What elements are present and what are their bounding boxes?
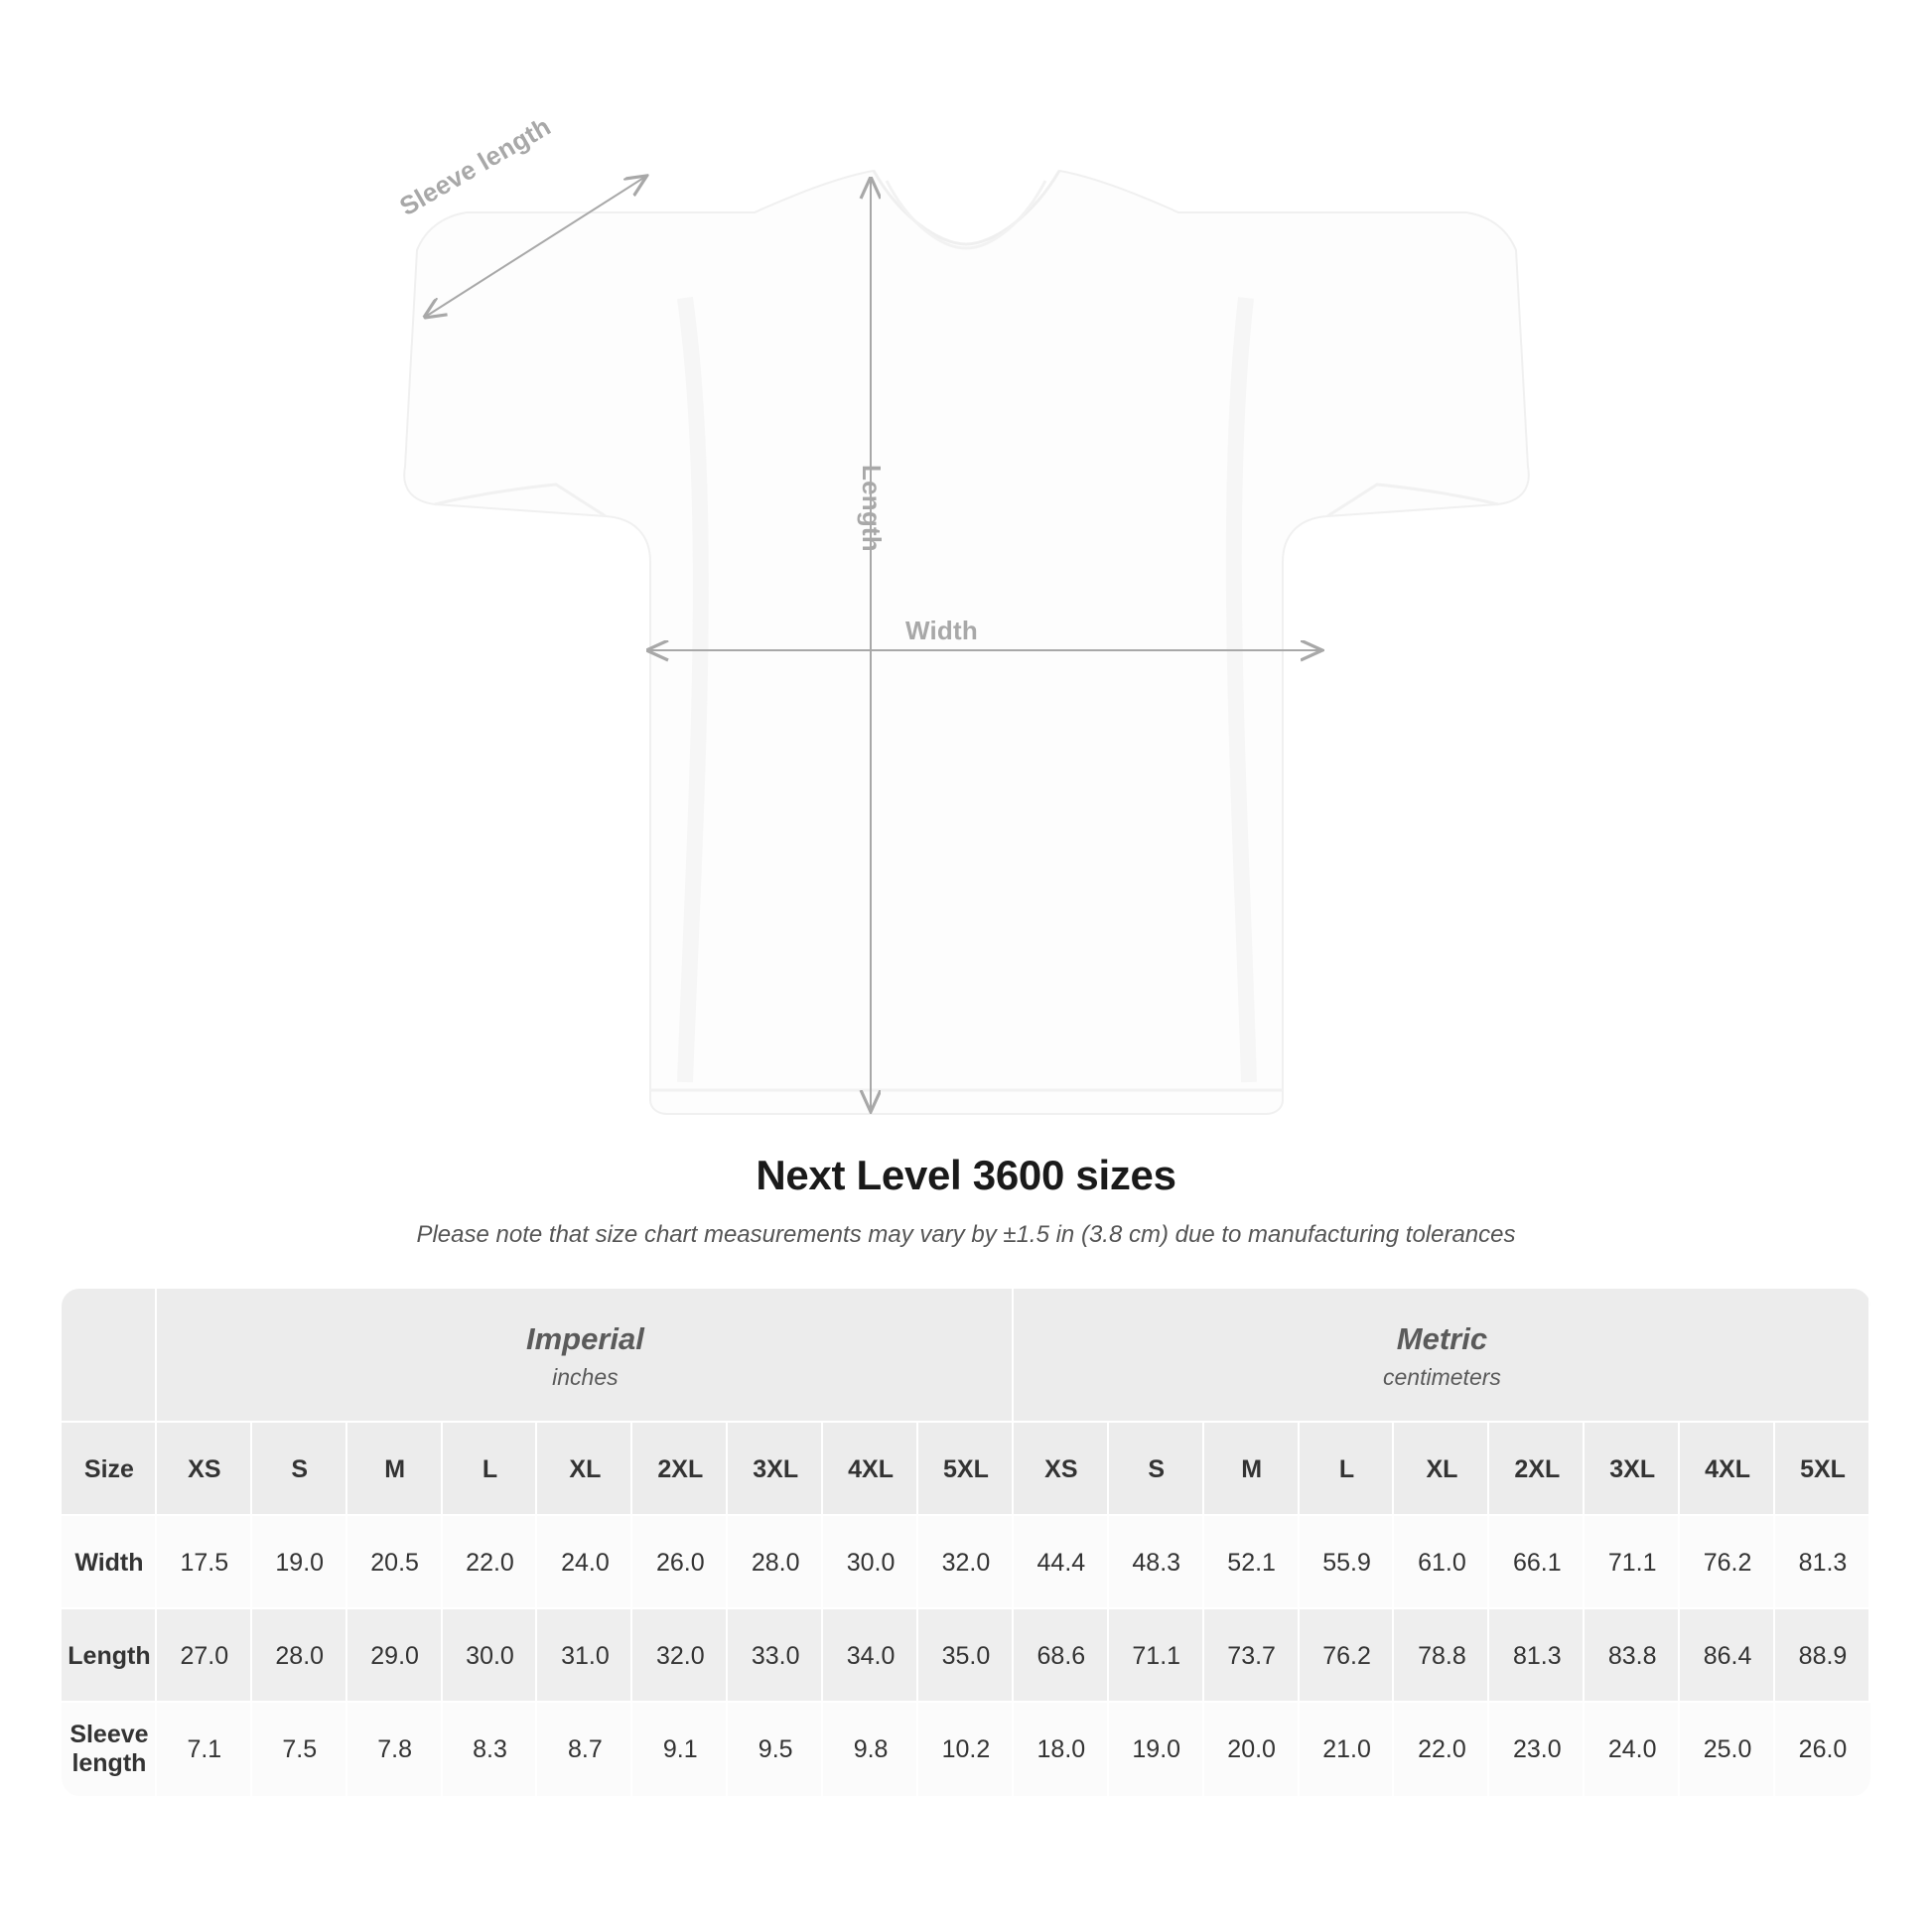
cell-length-imperial-5xl: 35.0	[918, 1609, 1014, 1703]
imperial-unit-label: inches	[552, 1363, 619, 1390]
table-row	[62, 1609, 1870, 1703]
cell-width-metric-xs: 44.4	[1014, 1516, 1109, 1609]
cell-width-imperial-4xl: 30.0	[823, 1516, 918, 1609]
cell-width-metric-l: 55.9	[1300, 1516, 1395, 1609]
size-header-imperial-s: S	[252, 1423, 347, 1516]
cell-sleeve-length-imperial-xl: 8.7	[537, 1703, 632, 1796]
size-header-metric-m: M	[1204, 1423, 1300, 1516]
cell-width-imperial-l: 22.0	[443, 1516, 538, 1609]
cell-width-metric-5xl: 81.3	[1775, 1516, 1870, 1609]
size-header-row	[62, 1423, 1870, 1516]
row-label-sleeve: Sleeve length	[62, 1703, 157, 1796]
cell-length-imperial-l: 30.0	[443, 1609, 538, 1703]
metric-header-cell	[1014, 1289, 1870, 1423]
cell-width-imperial-3xl: 28.0	[728, 1516, 823, 1609]
cell-sleeve-length-metric-l: 21.0	[1300, 1703, 1395, 1796]
cell-length-metric-l: 76.2	[1300, 1609, 1395, 1703]
cell-length-metric-3xl: 83.8	[1585, 1609, 1680, 1703]
cell-width-imperial-5xl: 32.0	[918, 1516, 1014, 1609]
cell-sleeve-length-imperial-4xl: 9.8	[823, 1703, 918, 1796]
unit-row-spacer	[62, 1289, 157, 1423]
size-table	[62, 1289, 1870, 1796]
size-header-imperial-4xl: 4XL	[823, 1423, 918, 1516]
size-header-imperial-xl: XL	[537, 1423, 632, 1516]
size-header-imperial-m: M	[347, 1423, 443, 1516]
cell-width-metric-m: 52.1	[1204, 1516, 1300, 1609]
size-header-imperial-3xl: 3XL	[728, 1423, 823, 1516]
cell-sleeve-length-metric-5xl: 26.0	[1775, 1703, 1870, 1796]
cell-sleeve-length-imperial-m: 7.8	[347, 1703, 443, 1796]
cell-length-metric-xs: 68.6	[1014, 1609, 1109, 1703]
cell-width-metric-s: 48.3	[1109, 1516, 1204, 1609]
cell-width-metric-4xl: 76.2	[1680, 1516, 1775, 1609]
cell-length-imperial-m: 29.0	[347, 1609, 443, 1703]
size-header-imperial-2xl: 2XL	[632, 1423, 728, 1516]
cell-length-imperial-xl: 31.0	[537, 1609, 632, 1703]
size-header-metric-4xl: 4XL	[1680, 1423, 1775, 1516]
cell-sleeve-length-imperial-5xl: 10.2	[918, 1703, 1014, 1796]
row-label-length: Length	[62, 1609, 157, 1703]
cell-length-imperial-xs: 27.0	[157, 1609, 252, 1703]
cell-length-metric-xl: 78.8	[1394, 1609, 1489, 1703]
size-header-imperial-l: L	[443, 1423, 538, 1516]
unit-header-row	[62, 1289, 1870, 1423]
row-label-width: Width	[62, 1516, 157, 1609]
cell-width-metric-3xl: 71.1	[1585, 1516, 1680, 1609]
cell-sleeve-length-imperial-xs: 7.1	[157, 1703, 252, 1796]
sleeve-length-label: Sleeve length	[394, 110, 556, 222]
size-header-metric-s: S	[1109, 1423, 1204, 1516]
metric-header-label: Metric	[1396, 1321, 1488, 1357]
size-header-metric-xs: XS	[1014, 1423, 1109, 1516]
cell-length-imperial-s: 28.0	[252, 1609, 347, 1703]
cell-width-metric-2xl: 66.1	[1489, 1516, 1585, 1609]
cell-width-imperial-s: 19.0	[252, 1516, 347, 1609]
tolerance-note: Please note that size chart measurements may vary by ±1.5 in (3.8 cm) due to manufacturing tolerances	[416, 1221, 1516, 1248]
cell-length-imperial-2xl: 32.0	[632, 1609, 728, 1703]
table-row	[62, 1516, 1870, 1609]
cell-length-metric-s: 71.1	[1109, 1609, 1204, 1703]
cell-sleeve-length-metric-4xl: 25.0	[1680, 1703, 1775, 1796]
length-label: Length	[857, 465, 887, 552]
cell-sleeve-length-metric-xl: 22.0	[1394, 1703, 1489, 1796]
cell-sleeve-length-metric-2xl: 23.0	[1489, 1703, 1585, 1796]
cell-length-metric-2xl: 81.3	[1489, 1609, 1585, 1703]
size-header-metric-l: L	[1300, 1423, 1395, 1516]
cell-length-imperial-3xl: 33.0	[728, 1609, 823, 1703]
size-table-wrapper	[62, 1289, 1870, 1796]
title-block	[0, 1152, 1932, 1249]
cell-sleeve-length-metric-m: 20.0	[1204, 1703, 1300, 1796]
cell-length-metric-4xl: 86.4	[1680, 1609, 1775, 1703]
size-header-imperial-5xl: 5XL	[918, 1423, 1014, 1516]
size-header-metric-5xl: 5XL	[1775, 1423, 1870, 1516]
size-row-label: Size	[62, 1423, 157, 1516]
cell-sleeve-length-metric-3xl: 24.0	[1585, 1703, 1680, 1796]
width-label: Width	[905, 616, 978, 645]
table-row	[62, 1703, 1870, 1796]
cell-sleeve-length-metric-s: 19.0	[1109, 1703, 1204, 1796]
cell-sleeve-length-imperial-2xl: 9.1	[632, 1703, 728, 1796]
cell-sleeve-length-metric-xs: 18.0	[1014, 1703, 1109, 1796]
size-header-metric-2xl: 2XL	[1489, 1423, 1585, 1516]
size-header-imperial-xs: XS	[157, 1423, 252, 1516]
page-title: Next Level 3600 sizes	[756, 1152, 1176, 1198]
cell-width-imperial-2xl: 26.0	[632, 1516, 728, 1609]
size-header-metric-xl: XL	[1394, 1423, 1489, 1516]
cell-width-imperial-xl: 24.0	[537, 1516, 632, 1609]
cell-sleeve-length-imperial-s: 7.5	[252, 1703, 347, 1796]
metric-unit-label: centimeters	[1383, 1363, 1501, 1390]
size-header-metric-3xl: 3XL	[1585, 1423, 1680, 1516]
cell-length-metric-5xl: 88.9	[1775, 1609, 1870, 1703]
cell-width-imperial-m: 20.5	[347, 1516, 443, 1609]
imperial-header-label: Imperial	[525, 1321, 644, 1357]
cell-length-imperial-4xl: 34.0	[823, 1609, 918, 1703]
cell-length-metric-m: 73.7	[1204, 1609, 1300, 1703]
cell-width-imperial-xs: 17.5	[157, 1516, 252, 1609]
cell-sleeve-length-imperial-3xl: 9.5	[728, 1703, 823, 1796]
imperial-header-cell	[157, 1289, 1014, 1423]
cell-width-metric-xl: 61.0	[1394, 1516, 1489, 1609]
cell-sleeve-length-imperial-l: 8.3	[443, 1703, 538, 1796]
